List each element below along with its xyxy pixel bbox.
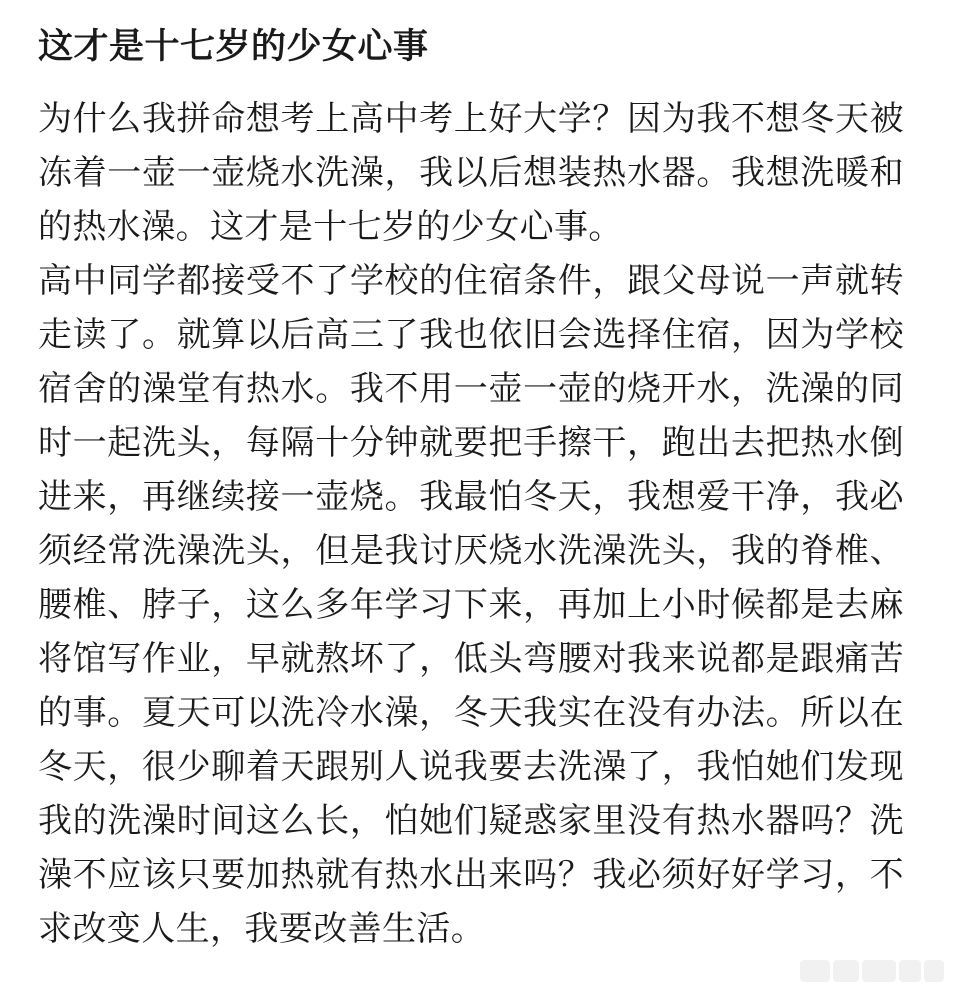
watermark-logo [800,960,950,986]
post-paragraph-1: 为什么我拼命想考上高中考上好大学？因为我不想冬天被冻着一壶一壶烧水洗澡，我以后想装热水器。我想洗暖和的热水澡。这才是十七岁的少女心事。 [38,99,904,247]
post-body [38,92,904,956]
post-title: 这才是十七岁的少女心事 [38,27,429,67]
post-paragraph-2: 高中同学都接受不了学校的住宿条件，跟父母说一声就转走读了。就算以后高三了我也依旧会选择住宿，因为学校宿舍的澡堂有热水。我不用一壶一壶的烧开水，洗澡的同时一起洗头，每隔十分钟就要把手擦干，跑出去把热水倒进来，再继续接一壶烧。我最怕冬天，我想爱干净，我必须经常洗澡洗头，但是我讨厌烧水洗澡洗头，我的脊椎、腰椎、脖子，这么多年学习下来，再加上小时候都是去麻将馆写作业，早就熬坏了，低头弯腰对我来说都是跟痛苦的事。夏天可以洗冷水澡，冬天我实在没有办法。所以在冬天，很少聊着天跟别人说我要去洗澡了，我怕她们发现我的洗澡时间这么长，怕她们疑惑家里没有热水器吗？洗澡不应该只要加热就有热水出来吗？我必须好好学习，不求改变人生，我要改善生活。 [38,261,904,949]
